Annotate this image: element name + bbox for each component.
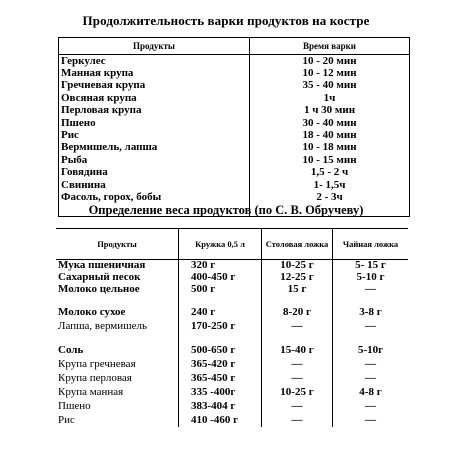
mug-weight: 383-404 г xyxy=(179,399,262,413)
tablespoon-weight: 15 г xyxy=(262,284,333,296)
product-name: Перловая крупа xyxy=(59,105,250,117)
product-name: Крупа манная xyxy=(56,385,179,399)
table-row xyxy=(59,80,410,92)
tablespoon-weight: 12-25 г xyxy=(262,272,333,284)
tablespoon-weight: — xyxy=(262,319,333,333)
product-name: Рис xyxy=(59,129,250,141)
teaspoon-weight: 5- 15 г xyxy=(355,259,386,272)
cooking-time: 10 - 20 мин xyxy=(302,54,357,67)
table-row xyxy=(59,55,410,68)
mug-weight: 500 г xyxy=(179,284,262,296)
teaspoon-weight: 5-10г xyxy=(357,343,384,356)
column-header-time: Время варки xyxy=(250,38,410,55)
product-name: Пшено xyxy=(56,399,179,413)
product-name: Соль xyxy=(56,343,179,357)
cooking-time: 1 ч 30 мин xyxy=(303,104,356,117)
teaspoon-weight: — xyxy=(365,413,376,426)
product-name: Фасоль, горох, бобы xyxy=(59,191,250,203)
teaspoon-weight: 5-10 г xyxy=(356,271,385,284)
cooking-time: 30 - 40 мин xyxy=(302,116,357,129)
table-row xyxy=(59,179,410,191)
teaspoon-weight: — xyxy=(365,357,376,370)
spacer-cell xyxy=(179,295,262,305)
product-name: Молоко цельное xyxy=(56,284,179,296)
table-row xyxy=(56,284,408,296)
table-row xyxy=(59,105,410,117)
product-name: Геркулес xyxy=(59,55,250,68)
table-row xyxy=(56,385,408,399)
mug-weight: 240 г xyxy=(179,305,262,319)
tablespoon-weight: — xyxy=(262,357,333,371)
table-row xyxy=(59,67,410,79)
table-row xyxy=(59,117,410,129)
table-header-row xyxy=(56,229,408,260)
cooking-time: 1,5 - 2 ч xyxy=(310,166,349,179)
product-name: Гречневая крупа xyxy=(59,80,250,92)
mug-weight: 335 -400г xyxy=(179,385,262,399)
teaspoon-weight: — xyxy=(365,319,376,332)
mug-weight: 365-420 г xyxy=(179,357,262,371)
column-header-mug: Кружка 0,5 л xyxy=(179,229,262,260)
tablespoon-weight: 10-25 г xyxy=(262,260,333,272)
cooking-time: 10 - 12 мин xyxy=(302,67,357,80)
table-spacer-row xyxy=(56,295,408,305)
mug-weight: 320 г xyxy=(179,260,262,272)
table-row xyxy=(56,413,408,427)
cooking-time-table xyxy=(58,37,410,217)
spacer-cell xyxy=(56,333,179,343)
tablespoon-weight: 8-20 г xyxy=(262,305,333,319)
spacer-cell xyxy=(262,295,333,305)
teaspoon-weight: — xyxy=(365,399,376,412)
table-row xyxy=(59,92,410,104)
table-row xyxy=(56,371,408,385)
cooking-time: 35 - 40 мин xyxy=(302,79,357,92)
tablespoon-weight: 15-40 г xyxy=(262,343,333,357)
product-name: Овсяная крупа xyxy=(59,92,250,104)
table-row xyxy=(56,305,408,319)
table-row xyxy=(56,357,408,371)
table-row xyxy=(59,154,410,166)
table-spacer-row xyxy=(56,333,408,343)
product-name: Сахарный песок xyxy=(56,272,179,284)
product-name: Рис xyxy=(56,413,179,427)
spacer-cell xyxy=(262,333,333,343)
cooking-time: 10 - 15 мин xyxy=(302,153,357,166)
table-row xyxy=(59,167,410,179)
table-row xyxy=(59,191,410,203)
mug-weight: 400-450 г xyxy=(179,272,262,284)
column-header-products: Продукты xyxy=(59,38,250,55)
cooking-time: 18 - 40 мин xyxy=(302,129,357,142)
tablespoon-weight: — xyxy=(262,413,333,427)
tablespoon-weight: — xyxy=(262,371,333,385)
table-row xyxy=(56,399,408,413)
product-name: Говядина xyxy=(59,167,250,179)
tablespoon-weight: 10-25 г xyxy=(262,385,333,399)
cooking-time: 1- 1,5ч xyxy=(313,178,346,191)
table-row xyxy=(59,129,410,141)
teaspoon-weight: — xyxy=(365,371,376,384)
product-name: Вермишель, лапша xyxy=(59,142,250,154)
column-header-products: Продукты xyxy=(56,229,179,260)
section-title-weights: Определение веса продуктов (по С. В. Обручеву) xyxy=(88,203,364,217)
teaspoon-weight: — xyxy=(365,282,376,295)
product-name: Крупа перловая xyxy=(56,371,179,385)
mug-weight: 500-650 г xyxy=(179,343,262,357)
product-name: Рыба xyxy=(59,154,250,166)
cooking-time: 10 - 18 мин xyxy=(302,141,357,154)
column-header-tablespoon: Столовая ложка xyxy=(262,229,333,260)
mug-weight: 365-450 г xyxy=(179,371,262,385)
product-name: Манная крупа xyxy=(59,67,250,79)
weights-table xyxy=(56,228,408,427)
table-row xyxy=(56,272,408,284)
table-row xyxy=(59,142,410,154)
mug-weight: 410 -460 г xyxy=(179,413,262,427)
product-name: Крупа гречневая xyxy=(56,357,179,371)
spacer-cell xyxy=(333,295,409,305)
cooking-time: 1ч xyxy=(323,91,336,104)
tablespoon-weight: — xyxy=(262,399,333,413)
mug-weight: 170-250 г xyxy=(179,319,262,333)
cooking-time: 2 - 3ч xyxy=(316,190,343,203)
table-row xyxy=(56,260,408,272)
teaspoon-weight: 4-8 г xyxy=(359,385,382,398)
section-title-cooking: Продолжительность варки продуктов на костре xyxy=(82,13,370,28)
column-header-teaspoon: Чайная ложка xyxy=(333,229,409,260)
table-header-row xyxy=(59,38,410,55)
product-name: Молоко сухое xyxy=(56,305,179,319)
spacer-cell xyxy=(333,333,409,343)
product-name: Свинина xyxy=(59,179,250,191)
table-row xyxy=(56,319,408,333)
product-name: Лапша, вермишель xyxy=(56,319,179,333)
spacer-cell xyxy=(179,333,262,343)
teaspoon-weight: 3-8 г xyxy=(359,305,382,318)
table-row xyxy=(56,343,408,357)
product-name: Пшено xyxy=(59,117,250,129)
product-name: Мука пшеничная xyxy=(56,260,179,272)
spacer-cell xyxy=(56,295,179,305)
